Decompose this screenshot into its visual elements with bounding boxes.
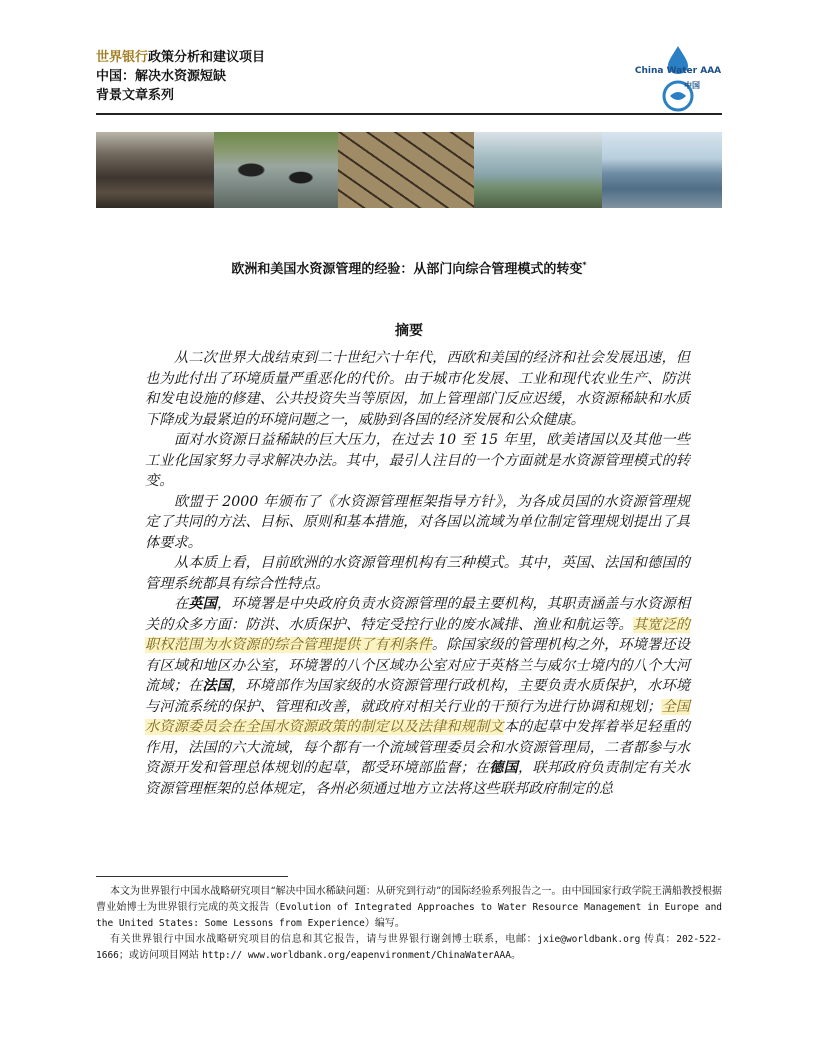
project-label: 政策分析和建议项目	[148, 50, 266, 65]
footnote-mark: *	[582, 260, 587, 270]
paragraph: 在英国，环境署是中央政府负责水资源管理的最主要机构，其职责涵盖与水资源相关的众多方面：防洪、水质保护、特定受控行业的废水减排、渔业和航运等。其宽泛的职权范围为水资源的综合管理提供了有利条件。除国家级的管理机构之外，环境署还设有区域和地区办公室，环境署的八个区域办公室对应于英格兰与威尔士境内的八个大河流域；在法国，环境部作为国家级的水资源管理行政机构，主要负责水质保护，水环境与河流系统的保护、管理和改善，就政府对相关行业的干预行为进行协调和规划；全国水资源委员会在全国水资源政策的制定以及法律和规制文本的起草中发挥着举足轻重的作用，法国的六大流域，每个都有一个流域管理委员会和水资源管理局，二者都参与水资源开发和管理总体规划的起草，都受环境部监督；在德国，联邦政府负责制定有关水资源管理框架的总体规定，各州必须通过地方立法将这些联邦政府制定的总	[145, 596, 690, 797]
footnote-2: 有关世界银行中国水战略研究项目的信息和其它报告，请与世界银行谢剑博士联系，电邮：jxie@worldbank.org 传真：202-522-1666；或访问项目网站 http:// www.worldbank.org/eapenvironment/ChinaWaterAAA。	[96, 934, 722, 961]
project-url-link[interactable]: http:// www.worldbank.org/eapenvironment/ChinaWaterAAA	[202, 950, 511, 961]
paragraph: 从二次世界大战结束到二十世纪六十年代，西欧和美国的经济和社会发展迅速，但也为此付出了环境质量严重恶化的代价。由于城市化发展、工业和现代农业生产、防洪和发电设施的修建、公共投资失当等原因，加上管理部门反应迟缓，水资源稀缺和水质下降成为最紧迫的环境问题之一，威胁到各国的经济发展和公众健康。	[145, 350, 690, 428]
english-report-title: Evolution of Integrated Approaches to Water Resource Management in Europe and the United States: Some Lessons from Experience	[96, 902, 723, 929]
paragraph: 从本质上看，目前欧洲的水资源管理机构有三种模式。其中，英国、法国和德国的管理系统都具有综合性特点。	[145, 555, 690, 592]
footnote	[96, 884, 722, 964]
water-drop-icon	[632, 44, 724, 116]
paragraph: 面对水资源日益稀缺的巨大压力，在过去 10 至 15 年里，欧美诸国以及其他一些工业化国家努力寻求解决办法。其中，最引人注目的一个方面就是水资源管理模式的转变。	[145, 432, 690, 489]
water-buffalo-photo	[214, 132, 338, 208]
lake-shore-photo	[602, 132, 722, 208]
logo-cn: 中国	[684, 81, 700, 90]
country-germany: 德国	[489, 760, 518, 776]
abstract-heading: 摘要	[395, 323, 423, 339]
villagers-wading-photo	[474, 132, 602, 208]
paragraph: 欧盟于 2000 年颁布了《水资源管理框架指导方针》，为各成员国的水资源管理规定了共同的方法、目标、原则和基本措施，对各国以流域为单位制定管理规划提出了具体要求。	[145, 493, 690, 551]
country-france: 法国	[202, 678, 232, 694]
footnote-1: 本文为世界银行中国水战略研究项目“解决中国水稀缺问题：从研究到行动”的国际经验系列报告之一。由中国国家行政学院王满船教授根据曹业始博士为世界银行完成的英文报告（Evolution of Integrated Approaches to Water Resource Management in Europe and the United States: Some Lessons from Experience）编写。	[96, 886, 723, 929]
footnote-rule	[96, 876, 288, 877]
document-title: 欧洲和美国水资源管理的经验：从部门向综合管理模式的转变*	[231, 260, 587, 277]
header-line-2: 中国：解决水资源短缺	[96, 69, 227, 84]
header-line-3: 背景文章系列	[96, 88, 175, 103]
header-line-1	[96, 48, 616, 67]
highlighted-text: 其宽泛的职权范围为水资源的综合管理提供了有利条件	[145, 616, 690, 653]
email-link[interactable]: jxie@worldbank.org	[537, 934, 641, 945]
series-header	[96, 48, 616, 105]
photo-banner	[96, 132, 722, 208]
china-water-logo	[632, 44, 724, 116]
highlighted-text: 全国水资源委员会在全国水资源政策的制定以及法律和规制文	[145, 698, 690, 735]
sluice-gate-photo	[96, 132, 214, 208]
country-uk: 英国	[188, 596, 218, 612]
logo-text: China Water AAA	[634, 66, 722, 76]
abstract-body	[145, 348, 690, 799]
fax-number: 202-522-1666	[96, 934, 722, 961]
world-bank-label: 世界银行	[96, 50, 149, 65]
header-rule	[96, 113, 722, 115]
cracked-earth-photo	[338, 132, 474, 208]
